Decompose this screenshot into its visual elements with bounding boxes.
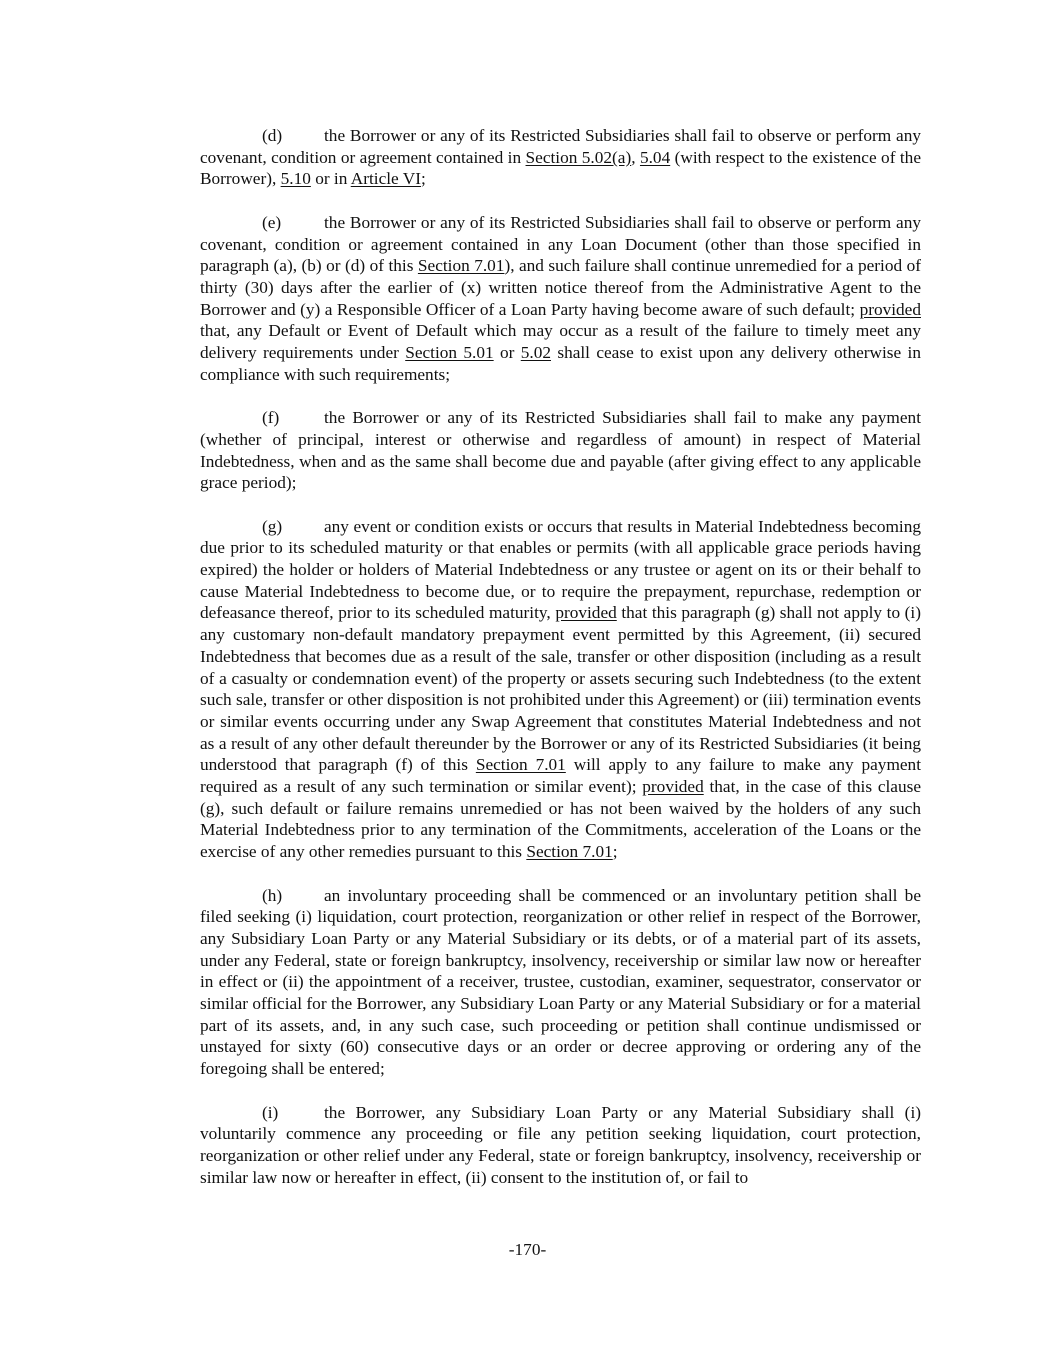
cross-reference: provided [642,777,704,797]
clause-text: the Borrower or any of its Restricted Subsidiaries shall fail to make any payment (whether of principal, interest or otherwise and regardless of amount) in respect of Material Indebtedness, when and as the same shall become due and payable (after giving effect to any applicable grace period); [200,408,921,493]
clause-text: will apply to any failure to make any payment required as a result of any such termination or similar event); [200,755,922,797]
clause-label: (g) [262,516,283,536]
clause-h [200,885,921,1080]
cross-reference: Section 7.01 [526,842,613,862]
clause-d [200,125,921,190]
cross-reference: 5.04 [639,147,671,167]
clause-text: shall cease to exist upon any delivery otherwise in compliance with such requirements; [200,343,921,384]
clause-text: any event or condition exists or occurs that results in Material Indebtedness becoming due prior to its scheduled maturity or that enables or permits (with all applicable grace periods having expired) the holder or holders of Material Indebtedness or any trustee or agent on its or their behalf to cause Material Indebtedness to become due, or to require the prepayment, repurchase, redemption or defeasance thereof, prior to its scheduled maturity, [200,516,921,623]
clause-f [200,407,921,494]
clause-text: or in [310,169,351,189]
cross-reference: Section 5.01 [405,343,494,363]
clause-text: that this paragraph (g) shall not apply to (i) any customary non-default mandatory prepayment event permitted by this Agreement, (ii) secured Indebtedness that becomes due as a result of the sale, transfer or other disposition (including as a result of a casualty or condemnation event) of the property or assets securing such Indebtedness (to the extent such sale, transfer or other disposition is not prohibited under this Agreement) or (iii) termination events or similar events occurring under any Swap Agreement that constitutes Material Indebtedness and not as a result of any other default thereunder by the Borrower or any of its Restricted Subsidiaries (it being understood that paragraph (f) of this [200,603,921,775]
clause-text: ; [420,169,426,189]
clause-e [200,212,921,386]
clause-g [200,516,921,863]
cross-reference: provided [859,299,921,319]
cross-reference: Section 7.01 [417,256,505,276]
clause-text: ), such default or failure remains unremedied or has not been waived by the holders of any such Material Indebtedness prior to any termination of the Commitments, acceleration of the Loans or the exercise of any other remedies pursuant to this [200,798,921,862]
clause-i [200,1102,921,1189]
clause-label: (d) [262,126,283,145]
clause-label: (i) [262,1102,279,1122]
cross-reference: Article VI [350,169,421,189]
cross-reference: g [205,798,215,818]
clause-text: the Borrower or any of its Restricted Subsidiaries shall fail to observe or perform any covenant, condition or agreement contained in any Loan Document (other than those specified in paragraph (a), (b) or (d) of this [200,212,921,276]
clause-text: the Borrower, any Subsidiary Loan Party or any Material Subsidiary shall (i) voluntarily commence any proceeding or file any petition seeking liquidation, court protection, reorganization or other relief under any Federal, state or foreign bankruptcy, insolvency, receivership or similar law now or hereafter in effect, (ii) consent to the institution of, or fail to [200,1102,921,1187]
cross-reference: 5.02 [520,343,551,363]
cross-reference: Section 7.01 [475,755,566,775]
clause-text: or [493,343,521,363]
clause-text: ), and such failure shall continue unremedied for a period of thirty (30) days after the earlier of (x) written notice thereof from the Administrative Agent to the Borrower and (y) a Responsible Officer of a Loan Party having become aware of such default; [200,256,921,319]
clause-text: that, any Default or Event of Default which may occur as a result of the failure to timely meet any delivery requirements under [200,321,921,363]
cross-reference: Section 5.02(a) [525,147,632,167]
clause-text: an involuntary proceeding shall be commenced or an involuntary petition shall be filed seeking (i) liquidation, court protection, reorganization or other relief in respect of the Borrower, any Subsidiary Loan Party or any Material Subsidiary or its debts, or of a material part of its assets, under any Federal, state or foreign bankruptcy, insolvency, receivership or similar law now or hereafter in effect or (ii) the appointment of a receiver, trustee, custodian, examiner, sequestrator, conservator or similar official for the Borrower, any Subsidiary Loan Party or any Material Subsidiary or for a material part of its assets, and, in any such case, such proceeding or petition shall continue undismissed or unstayed for sixty (60) consecutive days or an order or decree approving or ordering any of the foregoing shall be entered; [200,885,921,1079]
clause-text: the Borrower or any of its Restricted Subsidiaries shall fail to observe or perform any covenant, condition or agreement contained in [200,126,921,167]
clause-label: (e) [262,212,282,232]
cross-reference: provided [555,603,617,623]
cross-reference: 5.10 [280,169,311,189]
clause-label: (h) [262,885,283,905]
clause-text: , [631,147,640,167]
page-number: -170- [508,1240,547,1259]
clause-text: ; [612,842,618,862]
clause-text: that, in the case of this clause ( [200,777,921,818]
document-body [200,125,921,1210]
clause-text: (with respect to the existence of the Borrower), [200,147,921,189]
clause-label: (f) [262,408,280,428]
